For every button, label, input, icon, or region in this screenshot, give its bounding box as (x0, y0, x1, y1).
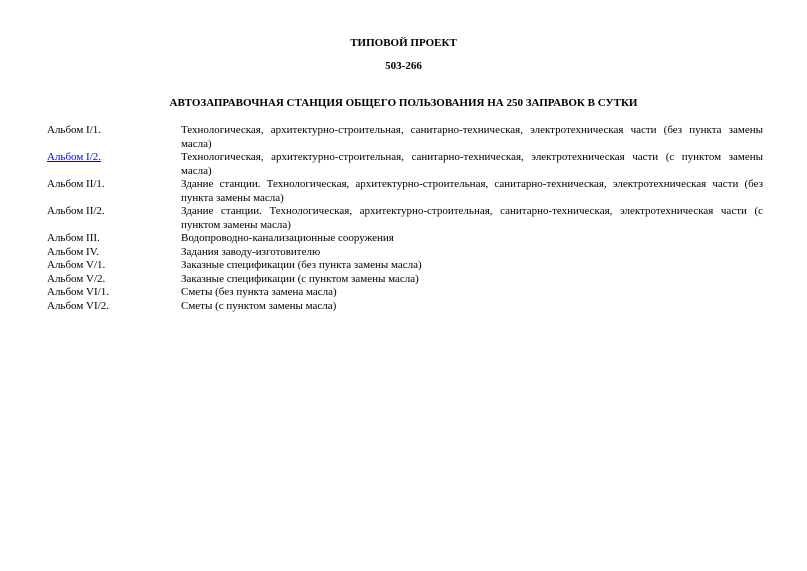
document-number: 503-266 (385, 60, 422, 72)
album-label: Альбом VI/2. (47, 299, 109, 312)
album-row (47, 124, 763, 151)
album-row (47, 286, 763, 300)
album-description: Сметы (без пункта замена масла) (181, 286, 337, 298)
album-description: Заказные спецификации (с пунктом замены масла) (181, 272, 419, 285)
album-description: Технологическая, архитектурно-строительная, санитарно-техническая, электротехническая части (без пункта замены масла) (181, 124, 763, 150)
document-header (0, 36, 807, 73)
album-label: Альбом V/1. (47, 259, 106, 271)
album-description: Здание станции. Технологическая, архитектурно-строительная, санитарно-техническая, электротехническая части (без пункта замены масла) (181, 178, 763, 204)
album-label: Альбом V/2. (47, 272, 106, 285)
album-description: Здание станции. Технологическая, архитектурно-строительная, санитарно-техническая, электротехническая части (с пунктом замены масла) (181, 205, 763, 231)
album-label: Альбом II/1. (47, 178, 105, 190)
album-label: Альбом IV. (47, 245, 99, 258)
album-list (47, 124, 763, 313)
album-label: Альбом III. (47, 232, 100, 244)
album-label: Альбом II/2. (47, 205, 105, 217)
album-description: Сметы (с пунктом замены масла) (181, 299, 337, 312)
album-row (47, 232, 763, 246)
album-description: Водопроводно-канализационные сооружения (181, 232, 394, 244)
album-description: Технологическая, архитектурно-строительная, санитарно-техническая, электротехническая части (с пунктом замены масла) (181, 151, 763, 177)
album-label: Альбом I/1. (47, 124, 102, 136)
album-row (47, 259, 763, 273)
album-row (47, 151, 763, 178)
document-title: АВТОЗАПРАВОЧНАЯ СТАНЦИЯ ОБЩЕГО ПОЛЬЗОВАНИЯ НА 250 ЗАПРАВОК В СУТКИ (169, 97, 638, 109)
album-description: Задания заводу-изготовителю (181, 245, 321, 258)
album-row (47, 178, 763, 205)
album-description: Заказные спецификации (без пункта замены масла) (181, 259, 422, 271)
document-type: ТИПОВОЙ ПРОЕКТ (350, 37, 457, 49)
album-row (47, 300, 763, 314)
album-label: Альбом VI/1. (47, 286, 109, 298)
album-row (47, 246, 763, 260)
album-link[interactable]: Альбом I/2. (47, 151, 102, 163)
album-row (47, 205, 763, 232)
album-row (47, 273, 763, 287)
